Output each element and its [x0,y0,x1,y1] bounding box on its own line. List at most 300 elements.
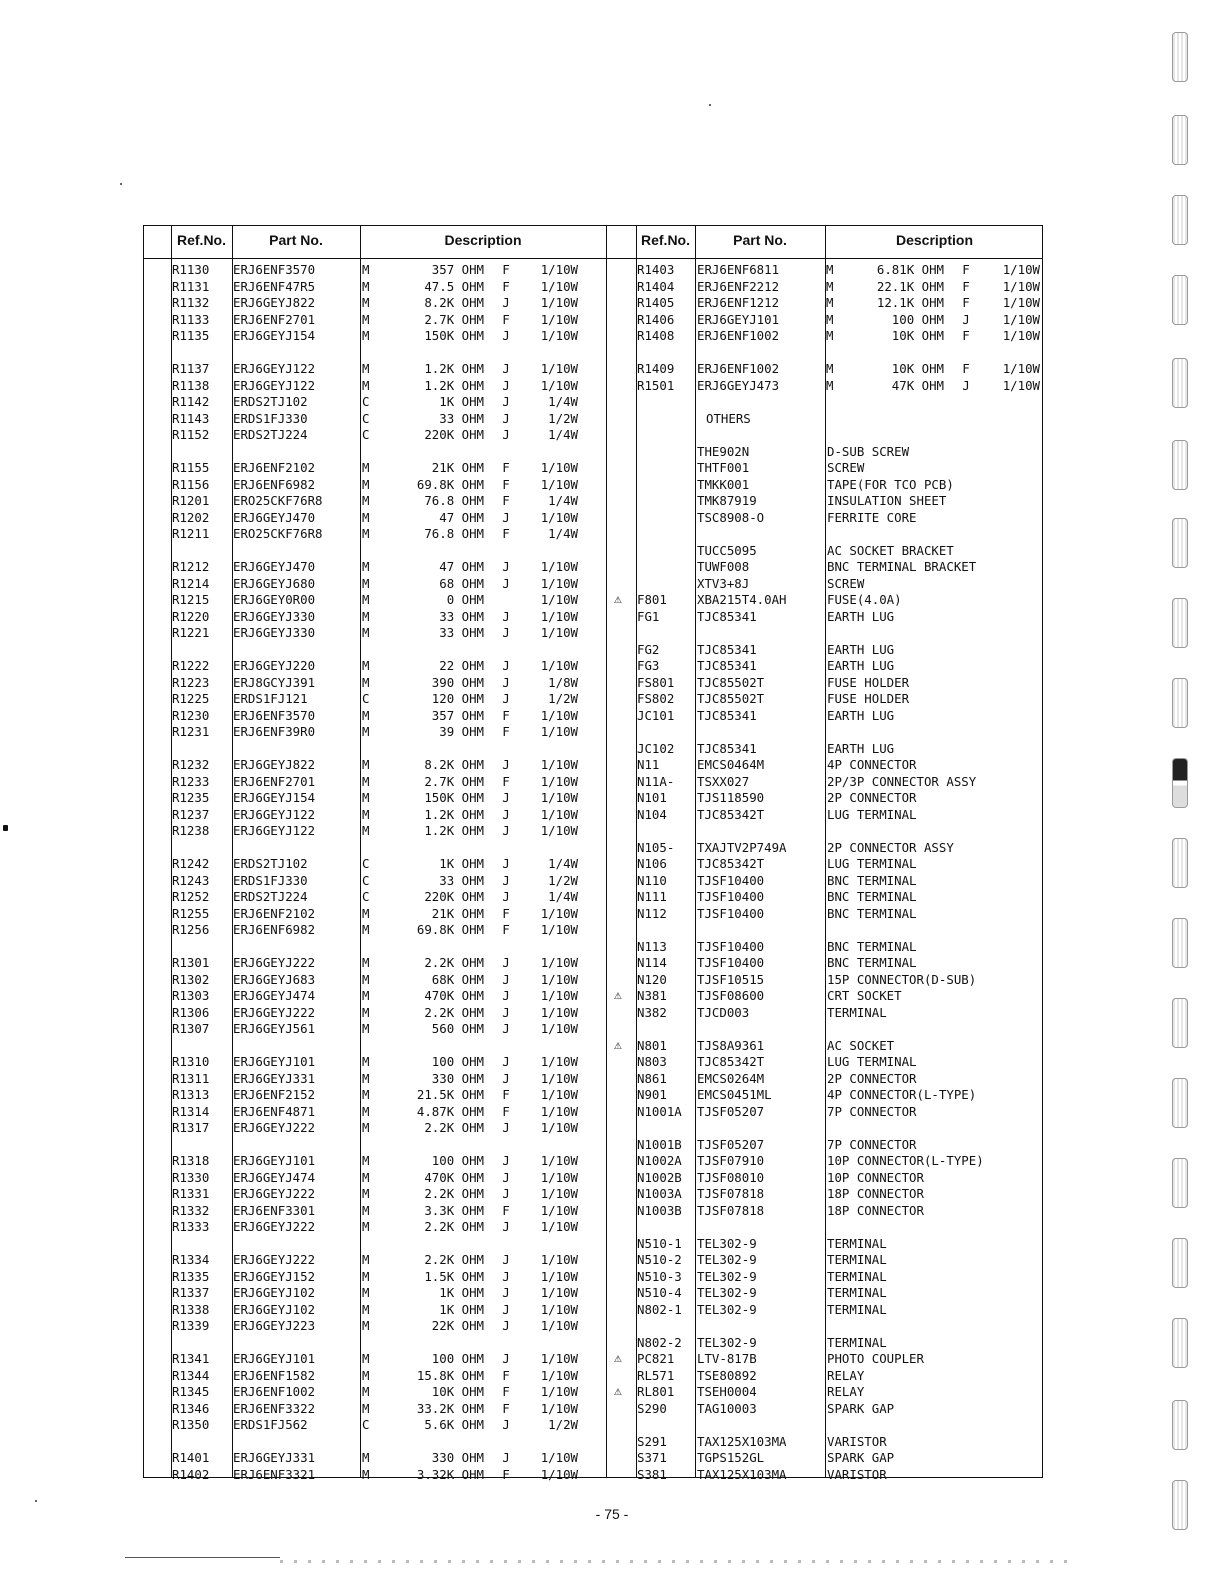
ref-no: R1138 [172,377,210,393]
wattage: 1/10W [1002,262,1040,277]
tolerance: J [502,361,510,376]
part-no: ERJ6GEYJ122 [233,377,316,393]
resistance-value: 10K OHM [891,328,944,343]
wattage: 1/4W [548,427,578,442]
description: FUSE(4.0A) [827,592,902,607]
list-item [144,873,1044,889]
part-no: TEL302-9 [697,1235,757,1251]
wattage: 1/10W [1002,328,1040,343]
part-class: C [362,889,370,904]
wattage: 1/10W [540,790,578,805]
wattage: 1/10W [540,1186,578,1201]
ref-no: R1255 [172,905,210,921]
resistance-value: 1.2K OHM [424,377,484,393]
tolerance: F [962,361,970,376]
description: TERMINAL [827,1334,887,1350]
wattage: 1/10W [540,1268,578,1284]
ref-no: FG3 [637,658,660,673]
tolerance: F [502,311,510,327]
resistance-value: 2.2K OHM [424,1120,484,1135]
part-class: C [362,691,370,706]
list-item [144,1120,606,1136]
ref-no: R1405 [637,295,675,310]
resistance-value: 15.8K OHM [416,1367,484,1383]
ref-no: R1331 [172,1186,210,1201]
ref-no: N510-3 [637,1268,682,1284]
binder-hole [1172,32,1188,82]
part-no: EMCS0264M [697,1070,765,1086]
part-no: ERJ6GEYJ222 [233,955,316,970]
tolerance: F [962,278,970,294]
part-no: ERJ6GEYJ330 [233,625,316,640]
description: 2P CONNECTOR ASSY [827,839,954,855]
resistance-value: 1.2K OHM [424,806,484,822]
part-class: C [362,856,370,871]
resistance-value: 68 OHM [439,575,484,591]
bottom-bleed [280,1560,1070,1563]
part-no: TJSF10400 [697,889,765,904]
ref-no: N382 [637,1004,667,1020]
scan-speck [709,104,711,106]
part-class: C [362,427,370,442]
description: SCREW [827,575,865,591]
header-part-right: Part No. [733,232,787,248]
wattage: 1/10W [540,823,578,838]
list-item [144,411,1044,427]
ref-no: R1307 [172,1021,210,1036]
ref-no: R1333 [172,1219,210,1234]
wattage: 1/10W [540,262,578,277]
header-desc-left: Description [444,232,522,248]
part-class: M [362,905,370,921]
wattage: 1/10W [540,757,578,772]
ref-no: N11 [637,757,660,772]
wattage: 1/10W [540,1318,578,1333]
tolerance: F [962,328,970,343]
ref-no: N11A- [637,773,675,789]
part-no: ERJ6GEYJ474 [233,1169,316,1185]
part-class: M [362,526,370,541]
part-class: C [362,394,370,409]
part-class: M [826,377,834,393]
part-no: TAG10003 [697,1400,757,1416]
list-item [144,1434,1044,1450]
binder-hole [1172,678,1188,728]
part-class: M [362,955,370,970]
ref-no: R1155 [172,460,210,475]
part-no: TJSF08600 [697,988,765,1003]
wattage: 1/4W [548,394,578,409]
part-no: ERDS2TJ224 [233,427,308,442]
ref-no: N120 [637,971,667,987]
tolerance: J [502,377,510,393]
wattage: 1/10W [540,1400,578,1416]
list-item [144,1170,1044,1186]
resistance-value: 470K OHM [424,988,484,1003]
part-no: ERJ6ENF3301 [233,1202,316,1218]
binder-hole [1172,1318,1188,1368]
binder-hole [1172,195,1188,245]
part-class: M [362,1219,370,1234]
ref-no: R1235 [172,790,210,805]
wattage: 1/10W [540,625,578,640]
wattage: 1/4W [548,493,578,508]
resistance-value: 21K OHM [431,905,484,921]
list-item [144,972,1044,988]
ref-no: R1230 [172,707,210,723]
list-item [144,1219,606,1235]
part-no: TJC85342T [697,1054,765,1069]
part-no: TJC85341 [697,608,757,624]
scan-speck [35,1500,37,1502]
part-class: M [362,1351,370,1366]
part-class: M [362,608,370,624]
resistance-value: 1K OHM [439,1285,484,1300]
part-no: ERJ6GEY0R00 [233,592,316,607]
part-no: TEL302-9 [697,1285,757,1300]
ref-no: R1344 [172,1367,210,1383]
part-no: ERJ6ENF1002 [233,1384,316,1399]
part-no: ERJ6ENF2701 [233,773,316,789]
description: VARISTOR [827,1433,887,1449]
resistance-value: 12.1K OHM [876,295,944,310]
header-desc-right: Description [895,232,973,248]
list-item [144,477,1044,493]
ref-no: R1232 [172,757,210,772]
ref-no: FG1 [637,608,660,624]
list-item [144,592,1044,608]
resistance-value: 357 OHM [431,707,484,723]
header-rule [144,258,1042,259]
header-ref-right: Ref.No. [641,232,690,248]
tolerance: J [502,625,510,640]
wattage: 1/10W [540,1252,578,1267]
list-item [144,1054,1044,1070]
part-no: ERJ6GEYJ122 [233,823,316,838]
wattage: 1/10W [540,1219,578,1234]
description: TAPE(FOR TCO PCB) [827,476,954,492]
part-no: TJC85342T [697,856,765,871]
wattage: 1/10W [540,1103,578,1119]
tolerance: F [502,476,510,492]
tolerance: J [502,971,510,987]
part-no: TJS8A9361 [697,1037,765,1053]
resistance-value: 3.3K OHM [424,1202,484,1218]
wattage: 1/10W [540,1087,578,1102]
part-class: M [362,1153,370,1168]
part-no: TJS118590 [697,790,765,805]
ref-no: R1220 [172,608,210,624]
tolerance: J [502,509,510,525]
wattage: 1/10W [540,988,578,1003]
resistance-value: 5.6K OHM [424,1417,484,1432]
binder-hole [1172,998,1188,1048]
resistance-value: 470K OHM [424,1169,484,1185]
part-no: TAX125X103MA [697,1466,787,1482]
ref-no: R1350 [172,1417,210,1432]
tolerance: J [502,1186,510,1201]
list-item [144,295,1044,311]
description: 15P CONNECTOR(D-SUB) [827,971,977,987]
list-item [144,1269,1044,1285]
part-class: M [362,823,370,838]
resistance-value: 8.2K OHM [424,295,484,310]
binder-hole [1172,838,1188,888]
part-no: TSXX027 [697,773,750,789]
part-class: M [826,311,834,327]
resistance-value: 8.2K OHM [424,757,484,772]
tolerance: J [502,1285,510,1300]
safety-warning-icon: ⚠ [614,592,622,607]
list-item [144,1318,606,1334]
ref-no: R1317 [172,1120,210,1135]
ref-no: R1221 [172,625,210,640]
wattage: 1/10W [540,1351,578,1366]
bottom-rule [125,1557,280,1558]
resistance-value: 39 OHM [439,724,484,739]
description: SPARK GAP [827,1400,895,1416]
list-item [144,1351,1044,1367]
resistance-value: 100 OHM [431,1054,484,1069]
ref-no: R1214 [172,575,210,591]
part-no: ERJ6GEYJ101 [233,1054,316,1069]
part-no: ERJ6ENF3570 [233,707,316,723]
part-class: M [362,1400,370,1416]
resistance-value: 22 OHM [439,658,484,673]
ref-no: N802-1 [637,1301,682,1317]
part-no: ERJ6ENF3322 [233,1400,316,1416]
list-item [144,394,606,410]
part-no: ERJ6GEYJ330 [233,608,316,624]
list-item [144,625,606,641]
tolerance: J [502,1318,510,1333]
wattage: 1/10W [1002,311,1040,327]
description: 2P/3P CONNECTOR ASSY [827,773,977,789]
list-item [144,1252,1044,1268]
part-no: ERJ6GEYJ101 [697,311,780,327]
part-class: M [362,476,370,492]
ref-no: RL801 [637,1384,675,1399]
part-class: M [362,592,370,607]
tolerance: F [502,1103,510,1119]
resistance-value: 120 OHM [431,691,484,706]
part-class: C [362,1417,370,1432]
part-no: ERDS1FJ562 [233,1417,308,1432]
wattage: 1/10W [540,1021,578,1036]
wattage: 1/10W [540,460,578,475]
ref-no: R1233 [172,773,210,789]
wattage: 1/10W [540,575,578,591]
description: EARTH LUG [827,608,895,624]
ref-no: N803 [637,1054,667,1069]
part-no: ERJ6ENF2152 [233,1087,316,1102]
part-class: M [362,1301,370,1317]
part-class: M [362,559,370,574]
tolerance: J [502,823,510,838]
tolerance: J [502,1021,510,1036]
description: EARTH LUG [827,707,895,723]
resistance-value: 1K OHM [439,856,484,871]
part-class: M [362,988,370,1003]
part-class: M [826,328,834,343]
description: RELAY [827,1384,865,1399]
part-class: M [362,1087,370,1102]
part-class: M [362,806,370,822]
description: VARISTOR [827,1466,887,1482]
resistance-value: 330 OHM [431,1070,484,1086]
resistance-value: 3.32K OHM [416,1466,484,1482]
wattage: 1/10W [1002,361,1040,376]
tolerance: F [502,707,510,723]
description: SPARK GAP [827,1450,895,1465]
part-class: M [362,361,370,376]
part-no: ERJ6GEYJ822 [233,757,316,772]
tolerance: F [502,1400,510,1416]
resistance-value: 76.8 OHM [424,526,484,541]
description: 7P CONNECTOR [827,1136,917,1152]
resistance-value: 1K OHM [439,1301,484,1317]
list-item [144,724,606,740]
ref-no: R1408 [637,328,675,343]
description: SCREW [827,460,865,475]
ref-no: R1406 [637,311,675,327]
ref-no: N112 [637,905,667,921]
part-no: ERJ6GEYJ222 [233,1004,316,1020]
part-class: M [826,262,834,277]
part-no: TJCD003 [697,1004,750,1020]
resistance-value: 1.5K OHM [424,1268,484,1284]
resistance-value: 69.8K OHM [416,922,484,937]
part-class: M [362,311,370,327]
part-no: TXAJTV2P749A [697,839,787,855]
resistance-value: 69.8K OHM [416,476,484,492]
part-no: ERJ6ENF2212 [697,278,780,294]
part-no: ERDS2TJ102 [233,394,308,409]
ref-no: N111 [637,889,667,904]
list-item [144,510,1044,526]
wattage: 1/10W [1002,377,1040,393]
list-item [144,543,1044,559]
wattage: 1/10W [540,1202,578,1218]
safety-warning-icon: ⚠ [614,988,622,1003]
tolerance: J [502,889,510,904]
part-class: M [362,724,370,739]
part-no: EMCS0451ML [697,1087,772,1102]
part-class: M [362,328,370,343]
part-no: TJC85342T [697,806,765,822]
description: LUG TERMINAL [827,1054,917,1069]
wattage: 1/10W [540,1004,578,1020]
part-no: ERO25CKF76R8 [233,493,323,508]
part-class: M [362,1318,370,1333]
tolerance: J [502,1252,510,1267]
part-no: TJC85502T [697,674,765,690]
wattage: 1/10W [540,971,578,987]
part-no: ERJ6GEYJ222 [233,1120,316,1135]
part-class: M [362,625,370,640]
ref-no: JC101 [637,707,675,723]
list-item [144,1137,1044,1153]
part-class: M [362,1054,370,1069]
ref-no: R1345 [172,1384,210,1399]
ref-no: R1211 [172,526,210,541]
tolerance: J [502,1070,510,1086]
ref-no: N1001B [637,1136,682,1152]
list-item [144,609,1044,625]
wattage: 1/10W [540,361,578,376]
ref-no: R1133 [172,311,210,327]
description: 18P CONNECTOR [827,1186,924,1201]
part-class: M [362,262,370,277]
wattage: 1/10W [1002,278,1040,294]
resistance-value: 76.8 OHM [424,493,484,508]
part-no: TEL302-9 [697,1301,757,1317]
part-class: M [362,1252,370,1267]
description: LUG TERMINAL [827,856,917,871]
tolerance: J [502,608,510,624]
tolerance: J [502,1054,510,1069]
wattage: 1/10W [540,1450,578,1465]
tolerance: F [962,262,970,277]
part-class: M [362,757,370,772]
ref-no: N113 [637,938,667,954]
part-no: ERJ6ENF6811 [697,262,780,277]
description: BNC TERMINAL [827,872,917,888]
list-item [144,559,1044,575]
resistance-value: 22.1K OHM [876,278,944,294]
wattage: 1/10W [540,278,578,294]
part-no: ERJ6GEYJ102 [233,1301,316,1317]
part-class: M [362,1103,370,1119]
part-no: TJSF08010 [697,1169,765,1185]
list-item [144,328,1044,344]
resistance-value: 33 OHM [439,410,484,426]
tolerance: J [502,955,510,970]
ref-no: R1501 [637,377,675,393]
wattage: 1/10W [1002,295,1040,310]
part-class: M [362,790,370,805]
list-item [144,1203,1044,1219]
tolerance: J [502,1169,510,1185]
part-no: TMK87919 [697,493,757,508]
description: FERRITE CORE [827,509,917,525]
resistance-value: 150K OHM [424,790,484,805]
resistance-value: 68K OHM [431,971,484,987]
ref-no: N1002A [637,1153,682,1168]
list-item [144,1153,1044,1169]
resistance-value: 357 OHM [431,262,484,277]
part-no: XTV3+8J [697,575,750,591]
part-class: M [362,509,370,525]
tolerance: F [962,295,970,310]
ref-no: N801 [637,1037,667,1053]
list-item [144,279,1044,295]
wattage: 1/10W [540,592,578,607]
resistance-value: 1.2K OHM [424,823,484,838]
description: EARTH LUG [827,658,895,673]
ref-no: R1243 [172,872,210,888]
part-class: M [362,377,370,393]
list-item [144,955,1044,971]
description: TERMINAL [827,1301,887,1317]
resistance-value: 330 OHM [431,1450,484,1465]
ref-no: N110 [637,872,667,888]
ref-no: S290 [637,1400,667,1416]
part-no: TEL302-9 [697,1252,757,1267]
ref-no: N901 [637,1087,667,1102]
tolerance: F [502,1202,510,1218]
ref-no: R1341 [172,1351,210,1366]
